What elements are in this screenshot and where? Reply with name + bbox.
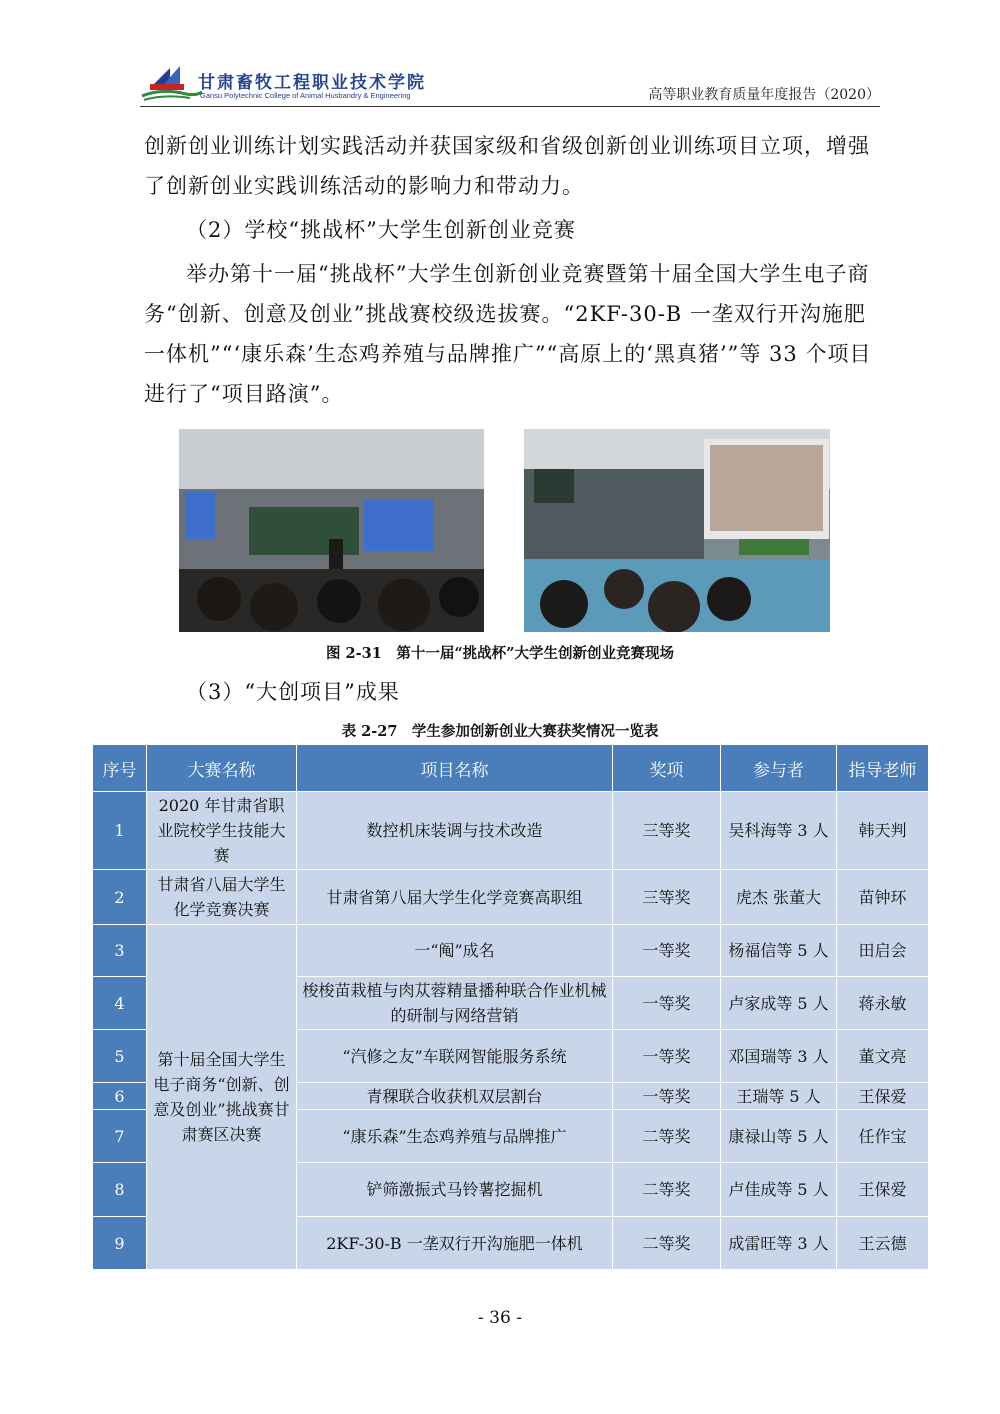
table-caption: 表 2-27 学生参加创新创业大赛获奖情况一览表 xyxy=(341,723,659,740)
project-name: “汽修之友”车联网智能服务系统 xyxy=(297,1030,613,1083)
awards-table xyxy=(92,744,929,1270)
participants: 康禄山等 5 人 xyxy=(721,1110,837,1163)
table-header-row xyxy=(93,745,929,792)
competition-name: 甘肃省八届大学生化学竞赛决赛 xyxy=(147,870,297,925)
award-level: 二等奖 xyxy=(613,1217,721,1270)
row-num: 2 xyxy=(93,870,147,925)
teacher: 田启会 xyxy=(837,925,929,977)
project-name: 数控机床装调与技术改造 xyxy=(297,792,613,870)
section-heading-3: （3）“大创项目”成果 xyxy=(186,680,400,704)
section-heading-2: （2）学校“挑战杯”大学生创新创业竞赛 xyxy=(186,218,576,242)
school-logo-icon xyxy=(140,62,204,102)
teacher: 王云德 xyxy=(837,1217,929,1270)
participants: 邓国瑞等 3 人 xyxy=(721,1030,837,1083)
row-num: 7 xyxy=(93,1110,147,1163)
body-paragraph-2: 举办第十一届“挑战杯”大学生创新创业竞赛暨第十届全国大学生电子商务“创新、创意及创业”挑战赛校级选拔赛。“2KF-30-B 一垄双行开沟施肥一体机”“‘康乐森’生态鸡养殖与品牌推广”“高原上的‘黑真猪’”等 33 个项目进行了“项目路演”。 xyxy=(144,262,872,406)
row-num: 1 xyxy=(93,792,147,870)
competition-name: 第十届全国大学生电子商务“创新、创意及创业”挑战赛甘肃赛区决赛 xyxy=(147,925,297,1270)
participants: 吴科海等 3 人 xyxy=(721,792,837,870)
header-competition: 大赛名称 xyxy=(147,745,297,792)
page-number: - 36 - xyxy=(478,1308,522,1328)
teacher: 苗钟环 xyxy=(837,870,929,925)
header-divider xyxy=(140,106,880,107)
project-name: 梭梭苗栽植与肉苁蓉精量播种联合作业机械的研制与网络营销 xyxy=(297,977,613,1030)
participants: 王瑞等 5 人 xyxy=(721,1083,837,1110)
competition-name: 2020 年甘肃省职业院校学生技能大赛 xyxy=(147,792,297,870)
award-level: 二等奖 xyxy=(613,1163,721,1217)
teacher: 任作宝 xyxy=(837,1110,929,1163)
project-name: “康乐森”生态鸡养殖与品牌推广 xyxy=(297,1110,613,1163)
row-num: 5 xyxy=(93,1030,147,1083)
project-name: 铲筛激振式马铃薯挖掘机 xyxy=(297,1163,613,1217)
header-participants: 参与者 xyxy=(721,745,837,792)
row-num: 6 xyxy=(93,1083,147,1110)
award-level: 三等奖 xyxy=(613,792,721,870)
participants: 成雷旺等 3 人 xyxy=(721,1217,837,1270)
teacher: 蒋永敏 xyxy=(837,977,929,1030)
award-level: 一等奖 xyxy=(613,1083,721,1110)
report-title: 高等职业教育质量年度报告（2020） xyxy=(648,87,880,103)
participants: 虎杰 张董大 xyxy=(721,870,837,925)
header-award: 奖项 xyxy=(613,745,721,792)
award-level: 一等奖 xyxy=(613,925,721,977)
teacher: 王保爱 xyxy=(837,1083,929,1110)
row-num: 4 xyxy=(93,977,147,1030)
participants: 杨福信等 5 人 xyxy=(721,925,837,977)
school-name-en: Gansu Polytechnic College of Animal Husbandry & Engineering xyxy=(200,91,411,100)
teacher: 韩天判 xyxy=(837,792,929,870)
award-level: 一等奖 xyxy=(613,1030,721,1083)
header-teacher: 指导老师 xyxy=(837,745,929,792)
teacher: 董文亮 xyxy=(837,1030,929,1083)
figure-caption: 图 2-31 第十一届“挑战杯”大学生创新创业竞赛现场 xyxy=(325,645,674,662)
table-row xyxy=(93,792,929,870)
award-level: 一等奖 xyxy=(613,977,721,1030)
table-row xyxy=(93,870,929,925)
intro-paragraph: 创新创业训练计划实践活动并获国家级和省级创新创业训练项目立项，增强了创新创业实践训练活动的影响力和带动力。 xyxy=(144,134,870,198)
participants: 卢家成等 5 人 xyxy=(721,977,837,1030)
competition-photo-1 xyxy=(179,429,484,632)
row-num: 8 xyxy=(93,1163,147,1217)
project-name: 青稞联合收获机双层割台 xyxy=(297,1083,613,1110)
project-name: 甘肃省第八届大学生化学竞赛高职组 xyxy=(297,870,613,925)
participants: 卢佳成等 5 人 xyxy=(721,1163,837,1217)
header-num: 序号 xyxy=(93,745,147,792)
school-name: 甘肃畜牧工程职业技术学院 xyxy=(198,73,426,93)
project-name: 一“阄”成名 xyxy=(297,925,613,977)
competition-photo-2 xyxy=(524,429,830,632)
award-level: 三等奖 xyxy=(613,870,721,925)
header-project: 项目名称 xyxy=(297,745,613,792)
award-level: 二等奖 xyxy=(613,1110,721,1163)
table-row xyxy=(93,925,929,977)
teacher: 王保爱 xyxy=(837,1163,929,1217)
project-name: 2KF-30-B 一垄双行开沟施肥一体机 xyxy=(297,1217,613,1270)
row-num: 9 xyxy=(93,1217,147,1270)
row-num: 3 xyxy=(93,925,147,977)
page-header xyxy=(140,62,880,108)
